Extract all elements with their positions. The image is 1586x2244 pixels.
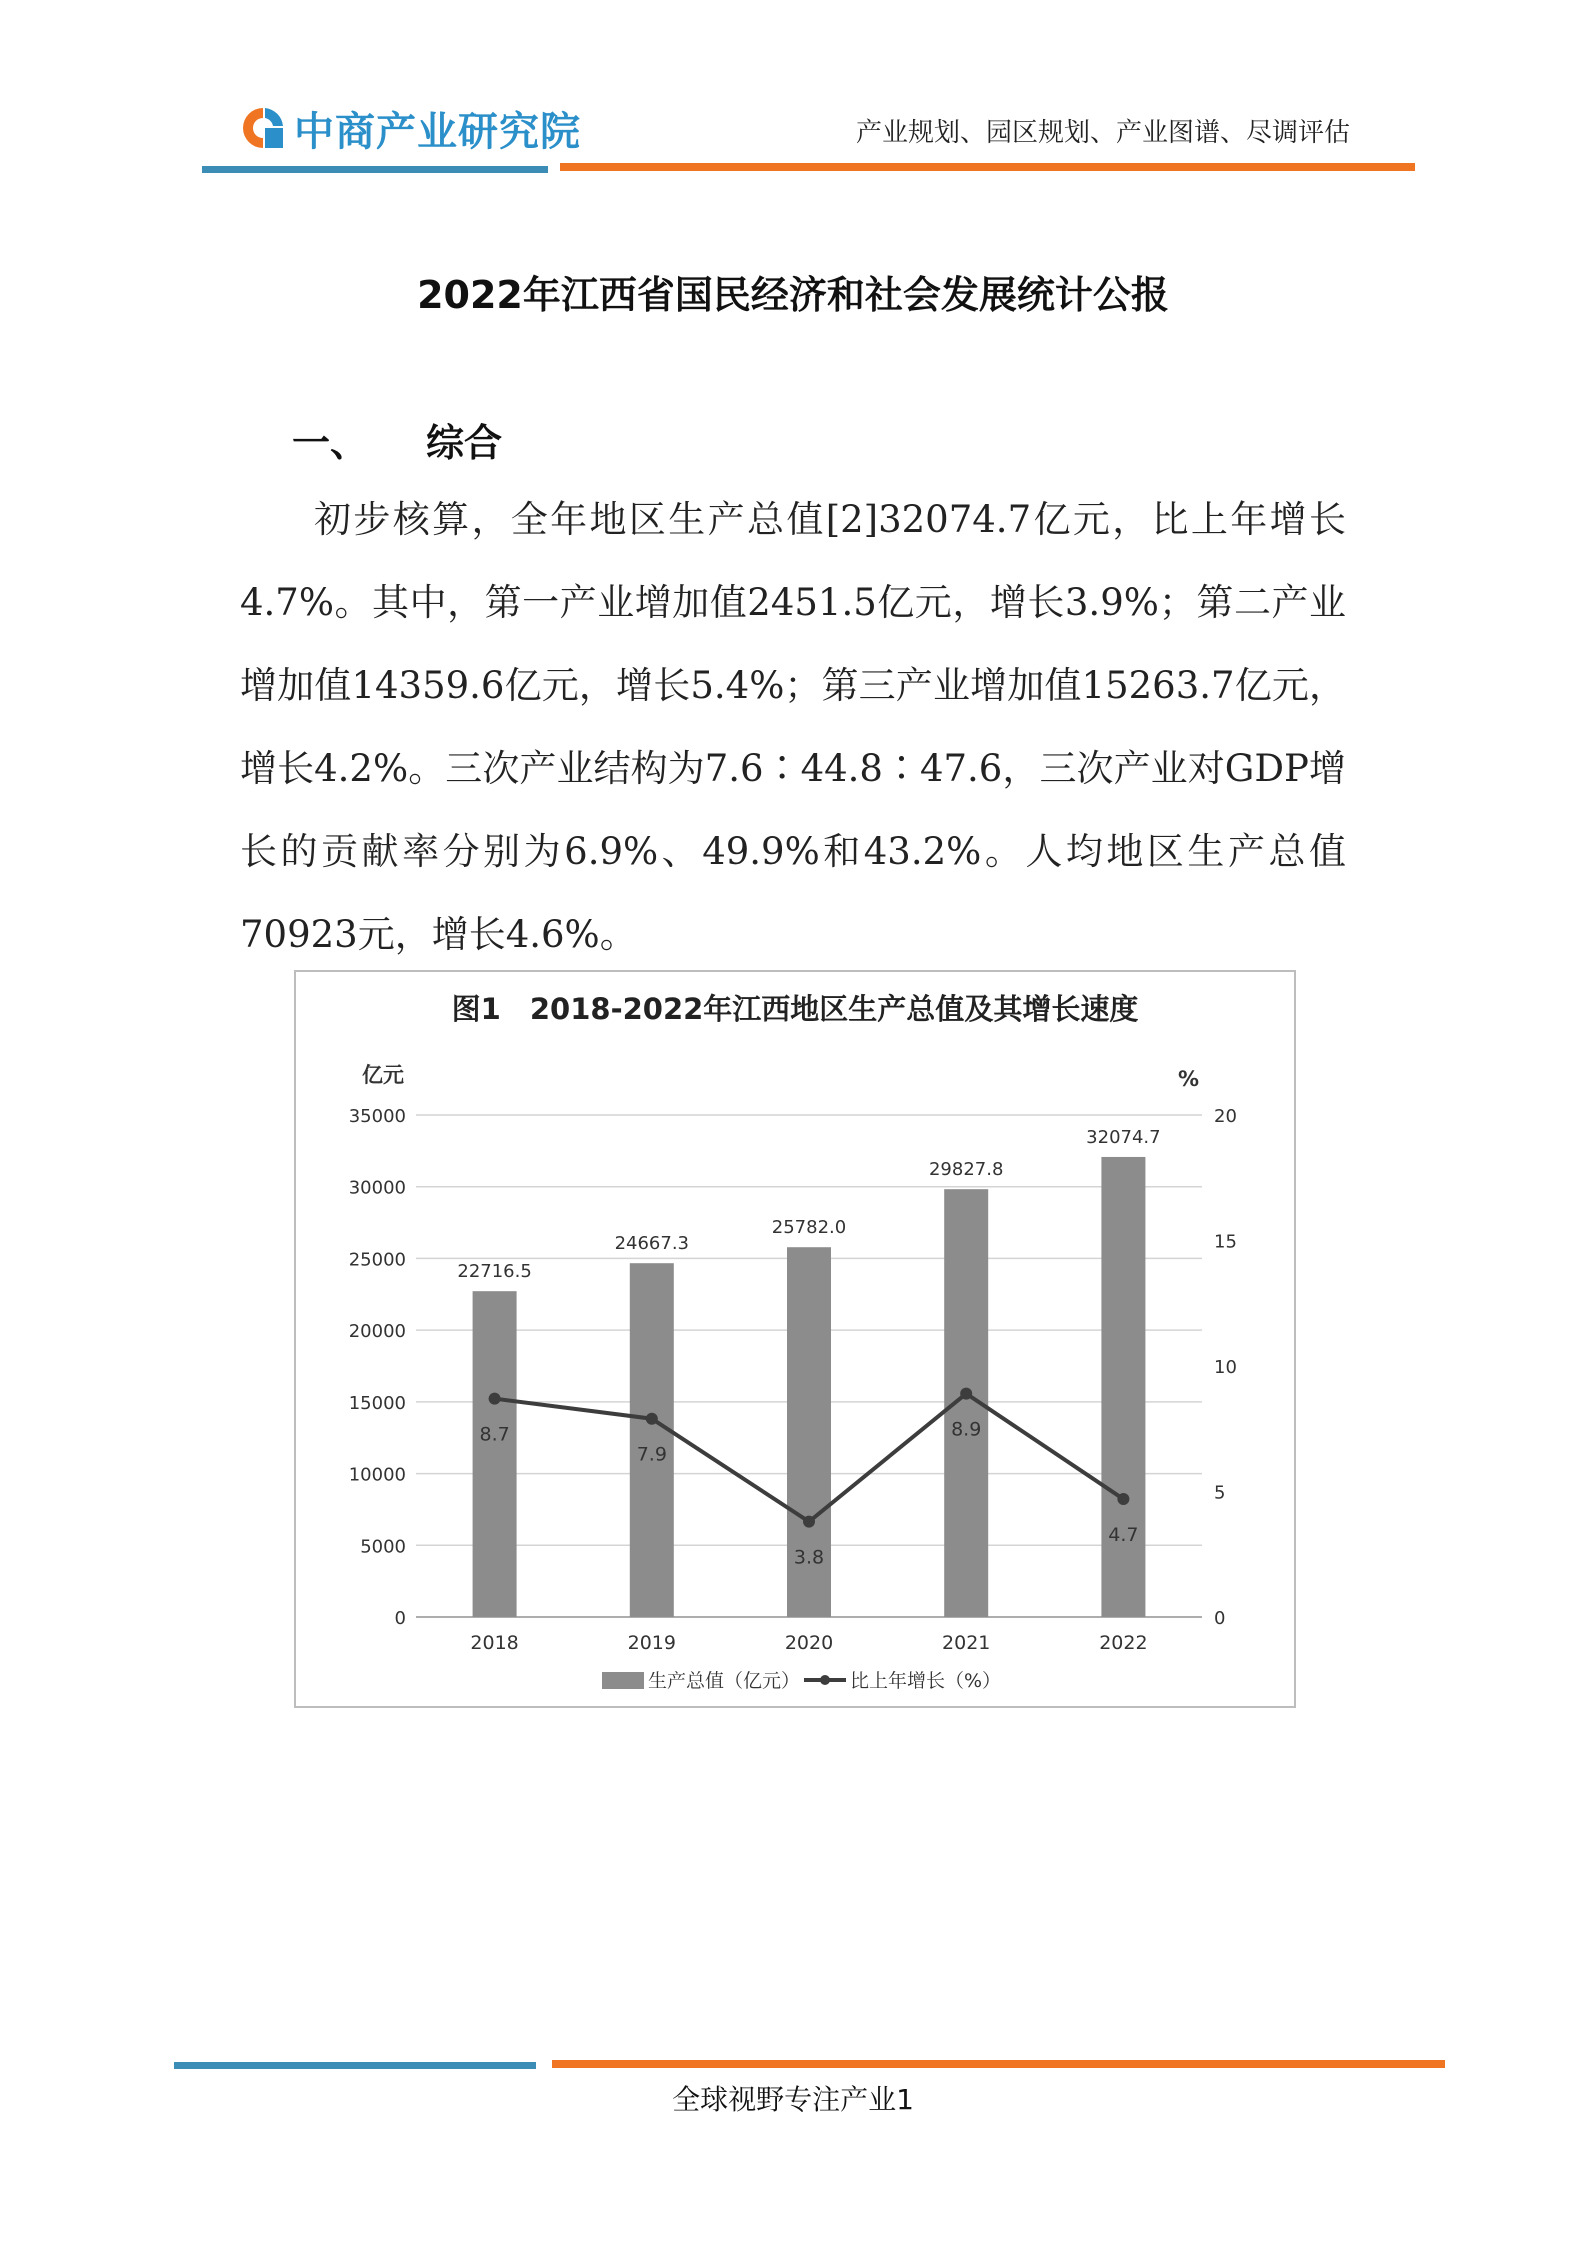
bar-value-label: 25782.0 bbox=[771, 1217, 847, 1239]
bar-value-label: 24667.3 bbox=[614, 1233, 690, 1255]
legend-line-label: 比上年增长（%） bbox=[850, 1670, 1002, 1692]
left-tick-label: 0 bbox=[394, 1608, 406, 1629]
right-tick-label: 5 bbox=[1214, 1482, 1226, 1504]
left-axis-unit: 亿元 bbox=[362, 1063, 404, 1087]
x-tick-label: 2018 bbox=[470, 1632, 519, 1654]
left-tick-label: 30000 bbox=[348, 1177, 406, 1199]
gdp-bar bbox=[473, 1291, 517, 1617]
x-tick-label: 2019 bbox=[627, 1632, 676, 1654]
legend-line-marker bbox=[820, 1675, 830, 1685]
right-tick-label: 0 bbox=[1214, 1608, 1226, 1629]
right-axis-unit: % bbox=[1178, 1067, 1200, 1091]
left-tick-label: 25000 bbox=[348, 1249, 406, 1271]
right-tick-label: 10 bbox=[1214, 1357, 1237, 1378]
bar-value-label: 29827.8 bbox=[928, 1159, 1004, 1181]
section-title: 综合 bbox=[426, 421, 503, 465]
gdp-chart bbox=[294, 970, 1296, 1708]
logo-text: 中商产业研究院 bbox=[294, 108, 581, 155]
chart-canvas bbox=[296, 972, 1294, 1706]
footer-divider-orange bbox=[552, 2060, 1445, 2068]
growth-point bbox=[960, 1388, 972, 1400]
right-tick-label: 15 bbox=[1214, 1231, 1237, 1253]
x-tick-label: 2021 bbox=[942, 1632, 991, 1654]
left-tick-label: 5000 bbox=[360, 1536, 406, 1558]
logo-icon bbox=[240, 105, 286, 151]
x-tick-label: 2020 bbox=[784, 1632, 834, 1654]
header-divider-blue bbox=[202, 166, 548, 173]
footer-text: 全球视野专注产业1 bbox=[672, 2083, 914, 2116]
gdp-bar bbox=[1101, 1157, 1145, 1617]
left-tick-label: 20000 bbox=[348, 1321, 406, 1343]
growth-point bbox=[646, 1413, 658, 1425]
growth-value-label: 7.9 bbox=[636, 1443, 667, 1466]
header-tagline: 产业规划、园区规划、产业图谱、尽调评估 bbox=[855, 118, 1350, 148]
bar-value-label: 32074.7 bbox=[1086, 1126, 1161, 1148]
left-tick-label: 35000 bbox=[348, 1106, 406, 1127]
left-tick-label: 10000 bbox=[348, 1464, 406, 1486]
x-tick-label: 2022 bbox=[1099, 1632, 1148, 1654]
chart-title: 图1 2018-2022年江西地区生产总值及其增长速度 bbox=[451, 992, 1139, 1026]
header-divider-orange bbox=[560, 163, 1415, 171]
growth-value-label: 8.9 bbox=[951, 1418, 982, 1441]
gdp-bar bbox=[630, 1263, 674, 1617]
growth-value-label: 8.7 bbox=[479, 1423, 510, 1446]
growth-point bbox=[1117, 1493, 1129, 1505]
growth-value-label: 3.8 bbox=[793, 1546, 825, 1569]
company-logo bbox=[240, 98, 581, 158]
growth-point bbox=[803, 1516, 815, 1528]
bar-value-label: 22716.5 bbox=[457, 1261, 532, 1283]
document-title: 2022年江西省国民经济和社会发展统计公报 bbox=[417, 273, 1169, 317]
section-heading bbox=[292, 412, 502, 467]
growth-point bbox=[489, 1393, 501, 1405]
body-paragraph: 初步核算，全年地区生产总值[2]32074.7亿元，比上年增长4.7%。其中，第一产业增加值2451.5亿元，增长3.9%；第二产业增加值14359.6亿元，增长5.4%；第三产业增加值15263.7亿元，增长4.2%。三次产业结构为7.6∶44.8∶47.6，三次产业对GDP增长的贡献率分别为6.9%、49.9%和43.2%。人均地区生产总值70923元，增长4.6%。 bbox=[240, 498, 1346, 956]
right-tick-label: 20 bbox=[1214, 1106, 1237, 1127]
footer-divider-blue bbox=[174, 2062, 536, 2069]
legend-bar-swatch bbox=[602, 1672, 644, 1689]
left-tick-label: 15000 bbox=[348, 1392, 406, 1414]
growth-value-label: 4.7 bbox=[1108, 1524, 1139, 1547]
section-number: 一、 bbox=[292, 421, 369, 465]
legend-bar-label: 生产总值（亿元） bbox=[648, 1670, 801, 1692]
